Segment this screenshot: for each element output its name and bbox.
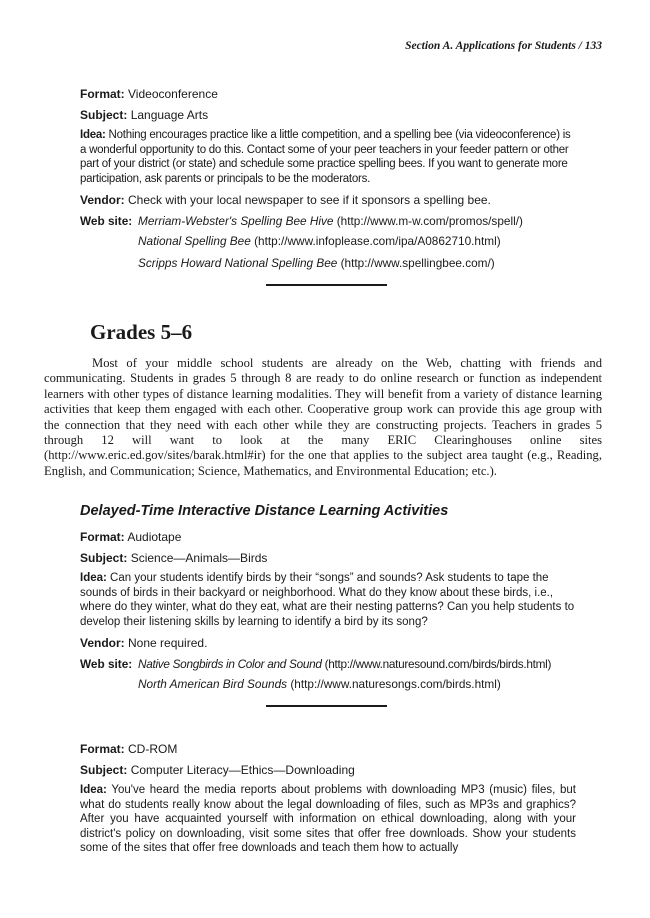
site-url: (http://www.naturesongs.com/birds.html) — [290, 677, 501, 692]
activity-entry-spelling-bee — [80, 86, 576, 277]
idea-text: You've heard the media reports about problems with downloading MP3 (music) files, but what do students really know about the legal downloading of files, such as MP3s and graphics? After you have acquainted yourself with information on ethical downloading, along with your district's policy on downloading, visit some sites that offer free downloads. Show your students some of the sites that offer free downloads and teach them how to actually — [80, 784, 576, 855]
web-site-label: Web site: — [80, 657, 133, 672]
grade-heading: Grades 5–6 — [90, 320, 193, 344]
format-label: Format: — [80, 530, 125, 544]
subject-value: Science—Animals—Birds — [130, 551, 268, 565]
format-value: Videoconference — [128, 87, 218, 101]
section-divider — [266, 284, 387, 286]
web-site-link[interactable] — [80, 255, 576, 271]
grade-intro-paragraph: Most of your middle school students are already on the Web, chatting with friends and communicating. Students in grades 5 through 8 are ready to do online research or function as independent learners with other types of distance learning modalities. They will benefit from a variety of distance learning activities that keep them engaged with each other. Cooperative group work can provide this age group with the connection that they need with each other while they are constructing projects. Teachers in grades 5 through 12 will want to look at the many ERIC Clearinghouses online sites (http://www.eric.ed.gov/sites/barak.html#ir) for the one that applies to the subject area taught (e.g., Reading, English, and Communication; Science, Mathematics, and Environmental Education; etc.). — [44, 356, 602, 478]
subject-field — [80, 107, 576, 123]
running-head: Section A. Applications for Students / 133 — [405, 40, 602, 52]
format-value: Audiotape — [127, 530, 182, 544]
subject-label: Subject: — [80, 551, 128, 565]
idea-field — [80, 128, 576, 186]
site-name: Native Songbirds in Color and Sound — [138, 657, 322, 672]
idea-label: Idea: — [80, 784, 107, 796]
subject-value: Language Arts — [130, 108, 209, 122]
web-site-label: Web site: — [80, 214, 133, 229]
format-field — [80, 741, 576, 757]
web-site-link[interactable] — [80, 676, 576, 692]
vendor-field — [80, 635, 576, 651]
subject-label: Subject: — [80, 108, 128, 122]
idea-field — [80, 571, 576, 629]
web-site-field — [80, 213, 576, 229]
idea-field — [80, 783, 576, 856]
site-url: (http://www.infoplease.com/ipa/A0862710.html) — [254, 234, 501, 249]
subject-label: Subject: — [80, 763, 128, 777]
idea-label: Idea: — [80, 129, 106, 141]
vendor-field — [80, 192, 576, 208]
site-name: Merriam-Webster's Spelling Bee Hive — [138, 214, 334, 229]
vendor-value: Check with your local newspaper to see if it sponsors a spelling bee. — [128, 193, 491, 208]
format-field — [80, 529, 576, 545]
subject-field — [80, 550, 576, 566]
site-url: (http://www.m-w.com/promos/spell/) — [336, 214, 523, 229]
vendor-label: Vendor: — [80, 193, 125, 208]
site-url: (http://www.spellingbee.com/) — [340, 256, 495, 271]
activity-entry-downloading — [80, 741, 576, 862]
web-site-field — [80, 656, 576, 672]
idea-text: Can your students identify birds by their “songs” and sounds? Ask students to tape the sounds of birds in their backyard or neighborhood. What do they know about these birds, i.e., where do they winter, what do they eat, what are their nesting patterns? Can you help students to develop their listening skills by learning to identify a bird by its song? — [80, 572, 575, 628]
subject-field — [80, 762, 576, 778]
idea-text: Nothing encourages practice like a little competition, and a spelling bee (via videoconference) is a wonderful opportunity to do this. Contact some of your peer teachers in your feeder pattern or other part of your district (or state) and schedule some practice spelling bees. If you want to generate more participation, ask parents or principals to be the moderators. — [80, 129, 571, 185]
web-site-link[interactable] — [138, 213, 523, 229]
subject-value: Computer Literacy—Ethics—Downloading — [130, 763, 355, 777]
section-heading: Delayed-Time Interactive Distance Learning Activities — [80, 503, 449, 519]
web-site-link[interactable] — [80, 233, 576, 249]
site-name: Scripps Howard National Spelling Bee — [138, 256, 338, 271]
format-label: Format: — [80, 87, 125, 101]
format-label: Format: — [80, 742, 125, 756]
site-url: (http://www.naturesound.com/birds/birds.html) — [324, 657, 552, 672]
format-value: CD-ROM — [128, 742, 178, 756]
vendor-label: Vendor: — [80, 636, 125, 651]
section-divider — [266, 705, 387, 707]
web-site-link[interactable] — [138, 656, 551, 672]
activity-entry-birds — [80, 529, 576, 698]
site-name: National Spelling Bee — [138, 234, 251, 249]
vendor-value: None required. — [128, 636, 208, 651]
site-name: North American Bird Sounds — [138, 677, 288, 692]
format-field — [80, 86, 576, 102]
idea-label: Idea: — [80, 572, 107, 584]
